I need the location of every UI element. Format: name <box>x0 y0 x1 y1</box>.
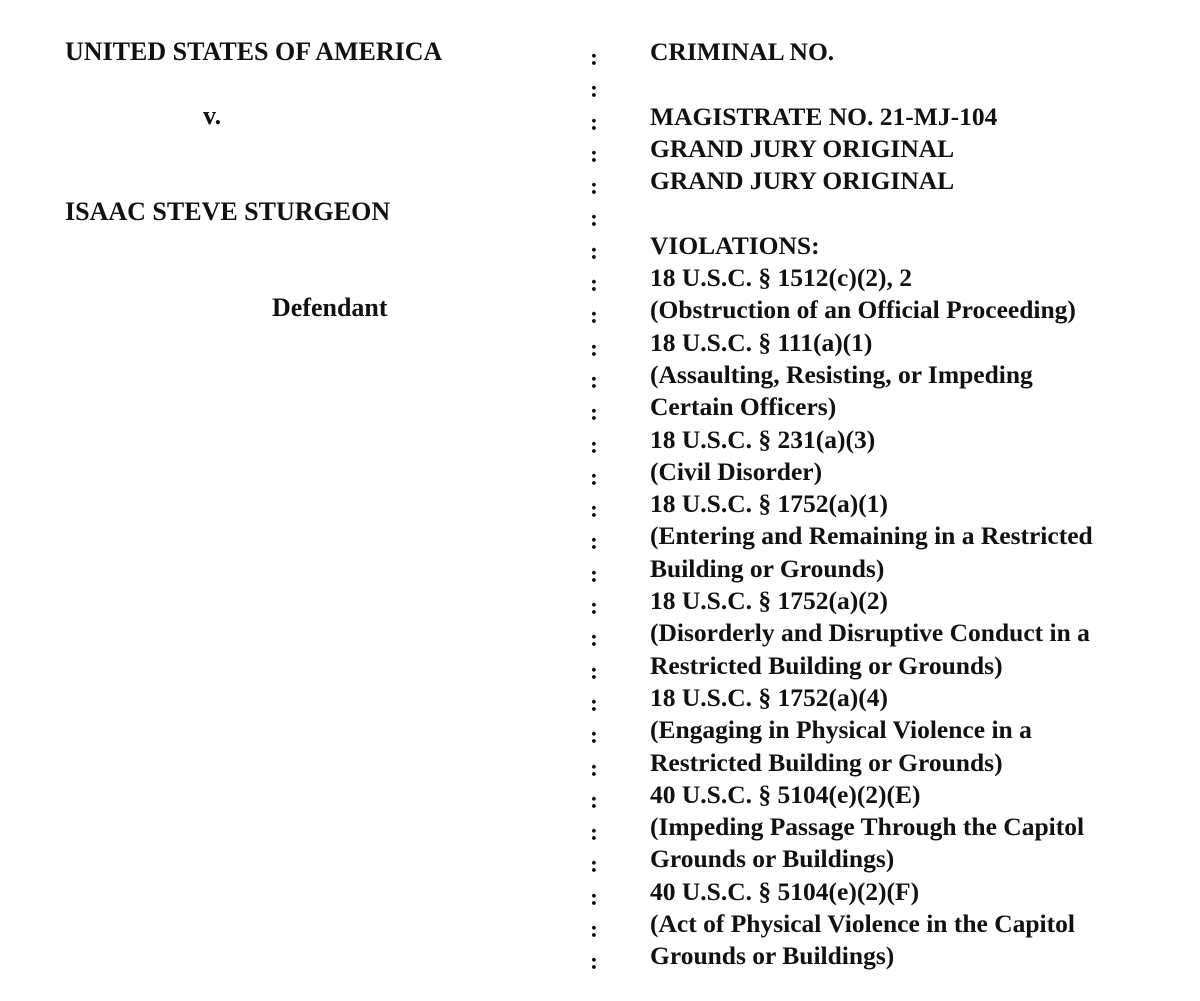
case-info-line: (Civil Disorder) <box>650 456 823 486</box>
case-info-line <box>650 68 1190 100</box>
colon-separator: : <box>590 400 598 427</box>
case-info-line <box>650 197 1190 229</box>
case-info-line: Restricted Building or Grounds) <box>650 747 1003 777</box>
colon-separator: : <box>590 529 598 556</box>
case-info-line: Grounds or Buildings) <box>650 844 895 874</box>
colon-separator: : <box>590 917 598 944</box>
colon-separator: : <box>590 432 598 459</box>
colon-separator: : <box>590 77 598 104</box>
colon-separator: : <box>590 335 598 362</box>
colon-separator: : <box>590 852 598 879</box>
colon-separator: : <box>590 174 598 201</box>
colon-separator: : <box>590 497 598 524</box>
colon-separator: : <box>590 303 598 330</box>
case-info-line: (Impeding Passage Through the Capitol <box>650 812 1085 842</box>
case-info-line: MAGISTRATE NO. 21-MJ-104 <box>650 101 998 131</box>
colon-separator: : <box>590 787 598 814</box>
colon-separator: : <box>590 271 598 298</box>
case-info-line: 18 U.S.C. § 1752(a)(2) <box>650 586 888 616</box>
case-info-line: 18 U.S.C. § 1752(a)(1) <box>650 489 888 519</box>
colon-separator: : <box>590 206 598 233</box>
case-info-line: 18 U.S.C. § 1752(a)(4) <box>650 682 888 712</box>
colon-separator-column <box>590 42 610 979</box>
colon-separator: : <box>590 561 598 588</box>
colon-separator: : <box>590 884 598 911</box>
plaintiff-name: UNITED STATES OF AMERICA <box>65 37 443 66</box>
defendant-label: Defendant <box>272 293 388 322</box>
case-info-line: GRAND JURY ORIGINAL <box>650 133 955 163</box>
colon-separator: : <box>590 594 598 621</box>
colon-separator: : <box>590 238 598 265</box>
case-info-line: (Engaging in Physical Violence in a <box>650 715 1032 745</box>
colon-separator: : <box>590 949 598 976</box>
case-info-line: 18 U.S.C. § 1512(c)(2), 2 <box>650 263 913 293</box>
colon-separator: : <box>590 367 598 394</box>
case-info-line: Certain Officers) <box>650 392 837 422</box>
case-info-line: Building or Grounds) <box>650 553 885 583</box>
case-info-line: (Disorderly and Disruptive Conduct in a <box>650 618 1090 648</box>
case-info-line: VIOLATIONS: <box>650 230 820 260</box>
case-info-line: GRAND JURY ORIGINAL <box>650 166 955 196</box>
colon-separator: : <box>590 755 598 782</box>
colon-separator: : <box>590 820 598 847</box>
colon-separator: : <box>590 141 598 168</box>
case-info-line: 40 U.S.C. § 5104(e)(2)(E) <box>650 779 921 809</box>
colon-separator: : <box>590 45 598 71</box>
case-info-line: 18 U.S.C. § 231(a)(3) <box>650 424 876 454</box>
colon-separator: : <box>590 723 598 750</box>
colon-separator: : <box>590 464 598 491</box>
defendant-name: ISAAC STEVE STURGEON <box>65 197 391 226</box>
case-info-line: 40 U.S.C. § 5104(e)(2)(F) <box>650 876 920 906</box>
colon-separator: : <box>590 658 598 685</box>
case-info-line: (Obstruction of an Official Proceeding) <box>650 295 1076 325</box>
colon-separator: : <box>590 109 598 136</box>
case-info-line: (Assaulting, Resisting, or Impeding <box>650 359 1033 389</box>
case-info-line: (Act of Physical Violence in the Capitol <box>650 909 1075 939</box>
case-info-line: CRIMINAL NO. <box>650 37 835 66</box>
case-info-line: Restricted Building or Grounds) <box>650 650 1003 680</box>
case-info-column <box>650 36 1190 973</box>
case-info-line: Grounds or Buildings) <box>650 941 895 971</box>
colon-separator: : <box>590 690 598 717</box>
case-info-line: (Entering and Remaining in a Restricted <box>650 521 1093 551</box>
colon-separator: : <box>590 626 598 653</box>
versus-label: v. <box>203 101 222 130</box>
case-info-line: 18 U.S.C. § 111(a)(1) <box>650 327 873 357</box>
